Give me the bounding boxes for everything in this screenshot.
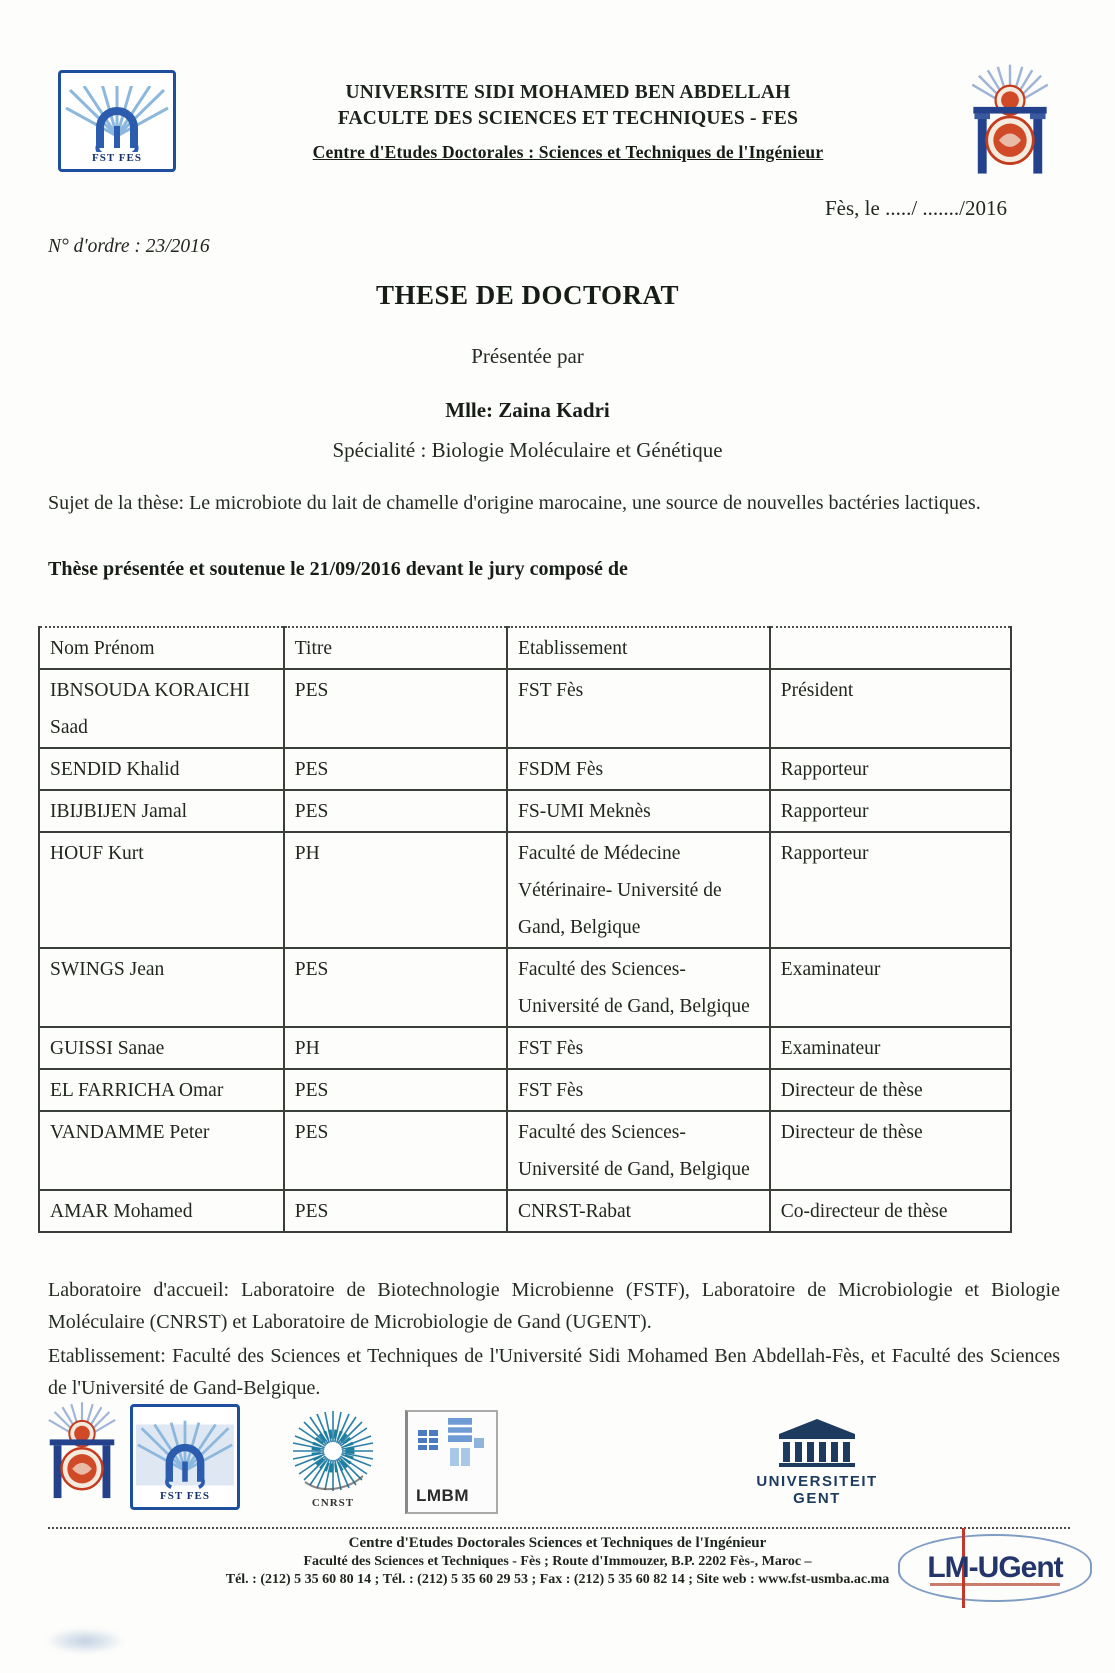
lm-ugent-logo-label: LM-UGent: [927, 1551, 1063, 1584]
table-row: [39, 669, 1011, 748]
table-row: [39, 790, 1011, 832]
jury-title: PES: [284, 790, 507, 832]
table-row: [39, 1027, 1011, 1069]
jury-header-name: Nom Prénom: [39, 627, 284, 669]
footer-address: Faculté des Sciences et Techniques - Fès ; Route d'Immouzer, B.P. 2202 Fès-, Maroc –: [303, 1554, 812, 1569]
jury-role: Co-directeur de thèse: [770, 1190, 1011, 1232]
fst-fes-logo-label: FST FES: [92, 152, 142, 164]
jury-name: SWINGS Jean: [39, 948, 284, 1027]
header-text-block: [176, 70, 960, 163]
jury-title: PH: [284, 1027, 507, 1069]
footer-divider: [48, 1527, 1070, 1529]
jury-name: IBNSOUDA KORAICHI Saad: [39, 669, 284, 748]
candidate-name: Mlle: Zaina Kadri: [445, 398, 610, 422]
jury-name: SENDID Khalid: [39, 748, 284, 790]
doctoral-center-name: Centre d'Etudes Doctorales : Sciences et Techniques de l'Ingénieur: [312, 141, 824, 162]
table-row: [39, 1190, 1011, 1232]
jury-institution: FST Fès: [507, 1069, 770, 1111]
jury-name: VANDAMME Peter: [39, 1111, 284, 1190]
jury-intro-line: Thèse présentée et soutenue le 21/09/2016 devant le jury composé de: [48, 558, 628, 580]
specialty-line: Spécialité : Biologie Moléculaire et Génétique: [332, 438, 723, 462]
table-row: [39, 1069, 1011, 1111]
cnrst-logo-label: CNRST: [311, 1497, 355, 1509]
jury-title: PES: [284, 1069, 507, 1111]
jury-institution: Faculté de Médecine Vétérinaire- Université de Gand, Belgique: [507, 832, 770, 948]
order-number: N° d'ordre : 23/2016: [48, 236, 210, 257]
jury-header-row: [39, 627, 1011, 669]
fst-fes-logo-bottom-icon: [130, 1404, 240, 1510]
footer-contacts: Tél. : (212) 5 35 60 80 14 ; Tél. : (212) 5 35 60 29 53 ; Fax : (212) 5 35 60 82 14 ; Site web : www.fst-usmba.ac.ma: [225, 1572, 890, 1587]
jury-name: GUISSI Sanae: [39, 1027, 284, 1069]
fst-fes-logo-label: FST FES: [160, 1490, 210, 1502]
fst-fes-burst-icon: [136, 1420, 234, 1490]
jury-role: Rapporteur: [770, 748, 1011, 790]
jury-title: PES: [284, 1111, 507, 1190]
ugent-logo-label-line1: UNIVERSITEIT: [756, 1473, 878, 1490]
jury-role: Examinateur: [770, 1027, 1011, 1069]
jury-institution: FS-UMI Meknès: [507, 790, 770, 832]
jury-name: HOUF Kurt: [39, 832, 284, 948]
jury-role: Examinateur: [770, 948, 1011, 1027]
jury-title: PES: [284, 1190, 507, 1232]
ugent-logo-label-line2: GENT: [793, 1490, 841, 1508]
jury-institution: Faculté des Sciences- Université de Gand, Belgique: [507, 948, 770, 1027]
jury-role: Directeur de thèse: [770, 1069, 1011, 1111]
jury-title: PES: [284, 948, 507, 1027]
table-row: [39, 1111, 1011, 1190]
jury-header-title: Titre: [284, 627, 507, 669]
jury-institution: CNRST-Rabat: [507, 1190, 770, 1232]
jury-title: PES: [284, 669, 507, 748]
page-header: [58, 70, 1060, 192]
table-row: [39, 832, 1011, 948]
faculty-name: FACULTE DES SCIENCES ET TECHNIQUES - FES: [337, 108, 799, 130]
jury-header-institution: Etablissement: [507, 627, 770, 669]
scan-smudge-artifact: [45, 1628, 125, 1654]
lmbm-blocks-icon: [408, 1412, 492, 1482]
thesis-subject: Sujet de la thèse: Le microbiote du lait de chamelle d'origine marocaine, une source de nouvelles bactéries lactiques.: [48, 492, 981, 514]
date-line: Fès, le ...../ ......./2016: [825, 196, 1007, 220]
footer-center-name: Centre d'Etudes Doctorales Sciences et Techniques de l'Ingénieur: [348, 1535, 767, 1551]
jury-role: Président: [770, 669, 1011, 748]
jury-institution: FSDM Fès: [507, 748, 770, 790]
jury-name: EL FARRICHA Omar: [39, 1069, 284, 1111]
jury-role: Directeur de thèse: [770, 1111, 1011, 1190]
thesis-title: THESE DE DOCTORAT: [375, 280, 680, 310]
lmbm-logo-label: LMBM: [416, 1486, 469, 1505]
fst-fes-logo-icon: [58, 70, 176, 172]
table-row: [39, 748, 1011, 790]
university-name: UNIVERSITE SIDI MOHAMED BEN ABDELLAH: [345, 82, 791, 103]
jury-name: IBIJBIJEN Jamal: [39, 790, 284, 832]
establishment-paragraph: Etablissement: Faculté des Sciences et Techniques de l'Université Sidi Mohamed Ben Abdellah-Fès, et Faculté des Sciences de l'Université de Gand-Belgique.: [48, 1345, 1060, 1399]
cnrst-logo-icon: [278, 1408, 388, 1509]
jury-title: PH: [284, 832, 507, 948]
jury-title: PES: [284, 748, 507, 790]
usmba-emblem-bottom-icon: [38, 1402, 126, 1514]
jury-header-role: [770, 627, 1011, 669]
jury-table: [38, 626, 1012, 1233]
jury-role: Rapporteur: [770, 832, 1011, 948]
jury-institution: Faculté des Sciences- Université de Gand, Belgique: [507, 1111, 770, 1190]
ugent-building-icon: [769, 1416, 865, 1468]
ugent-logo-icon: [742, 1416, 892, 1508]
presented-by-label: Présentée par: [471, 344, 584, 368]
host-laboratory-paragraph: Laboratoire d'accueil: Laboratoire de Biotechnologie Microbienne (FSTF), Laboratoire de Microbiologie et Biologie Moléculaire (CNRST) et Laboratoire de Microbiologie de Gand (UGENT).: [48, 1279, 1060, 1333]
jury-name: AMAR Mohamed: [39, 1190, 284, 1232]
jury-institution: FST Fès: [507, 669, 770, 748]
lmbm-logo-icon: [405, 1410, 498, 1514]
table-row: [39, 948, 1011, 1027]
jury-role: Rapporteur: [770, 790, 1011, 832]
jury-institution: FST Fès: [507, 1027, 770, 1069]
usmba-emblem-icon: [960, 64, 1060, 192]
cnrst-sunburst-icon: [283, 1408, 383, 1494]
fst-fes-burst-icon: [64, 86, 170, 152]
